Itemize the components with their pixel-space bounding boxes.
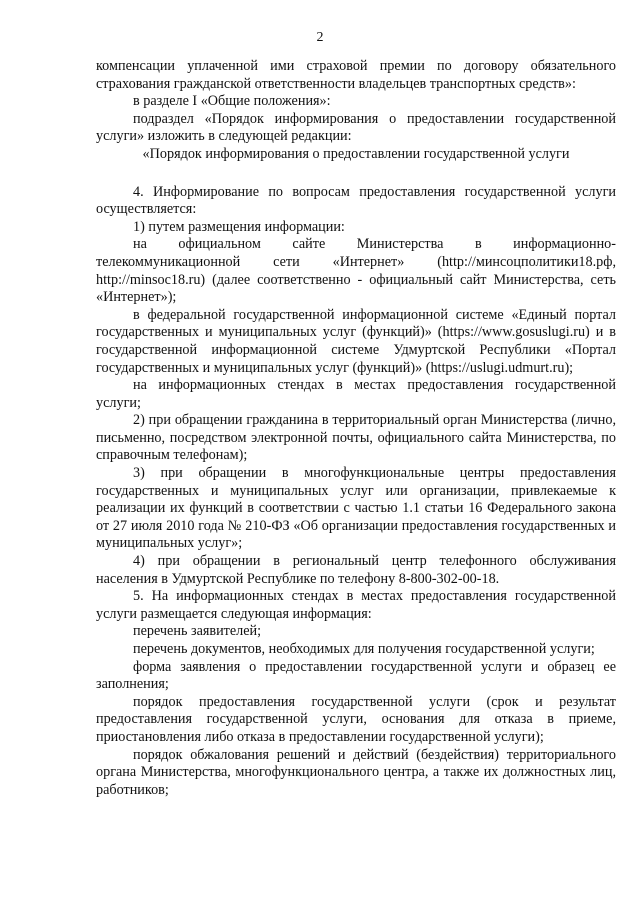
paragraph: 4) при обращении в региональный центр телефонного обслуживания населения в Удмуртской Республике по телефону 8-800-302-00-18. <box>96 553 616 587</box>
paragraph: подраздел «Порядок информирования о предоставлении государственной услуги» изложить в следующей редакции: <box>96 110 616 145</box>
paragraph: форма заявления о предоставлении государственной услуги и образец ее заполнения; <box>96 658 616 693</box>
paragraph: 5. На информационных стендах в местах предоставления государственной услуги размещается следующая информация: <box>96 588 616 622</box>
paragraph-gap <box>96 164 616 184</box>
paragraph: на официальном сайте Министерства в информационно-телекоммуникационной сети «Интернет» (http://минсоцполитики18.рф, http://minsoc18.ru) (далее соответственно - официальный сайт Министерства, сеть «Интернет»); <box>96 236 616 306</box>
paragraph: 3) при обращении в многофункциональные центры предоставления государственных и муниципальных услуг или организации, привлекаемые к реализации их функций в соответствии с частью 1.1 статьи 16 Федерального закона от 27 июля 2010 года № 210-ФЗ «Об организации предоставления государственных и муниципальных услуг»; <box>96 465 616 552</box>
paragraph: 1) путем размещения информации: <box>133 218 345 235</box>
paragraph: порядок предоставления государственной услуги (срок и результат предоставления государственной услуги, основания для отказа в приеме, приостановления либо отказа в предоставлении государственной услуги); <box>96 693 616 745</box>
document-body <box>96 58 616 799</box>
paragraph: в разделе I «Общие положения»: <box>133 93 331 110</box>
paragraph: компенсации уплаченной ими страховой премии по договору обязательного страхования гражданской ответственности владельцев транспортных средств»: <box>96 58 616 92</box>
paragraph: 4. Информирование по вопросам предоставления государственной услуги осуществляется: <box>96 183 616 218</box>
paragraph: перечень документов, необходимых для получения государственной услуги; <box>133 641 595 657</box>
paragraph: в федеральной государственной информационной системе «Единый портал государственных и муниципальных услуг (функций)» (https://www.gosuslugi.ru) и в государственной информационной системе Удмуртской Республики «Портал государственных и муниципальных услуг (функций)» (https://uslugi.udmurt.ru); <box>96 306 616 376</box>
paragraph: на информационных стендах в местах предоставления государственной услуги; <box>96 377 616 411</box>
paragraph: 2) при обращении гражданина в территориальный орган Министерства (лично, письменно, посредством электронной почты, официального сайта Министерства, по справочным телефонам); <box>96 412 616 464</box>
section-heading: «Порядок информирования о предоставлении государственной услуги <box>142 145 570 162</box>
page-number: 2 <box>316 30 324 45</box>
paragraph: порядок обжалования решений и действий (бездействия) территориального органа Министерства, многофункционального центра, а также их должностных лиц, работников; <box>96 746 616 798</box>
paragraph: перечень заявителей; <box>133 623 262 640</box>
